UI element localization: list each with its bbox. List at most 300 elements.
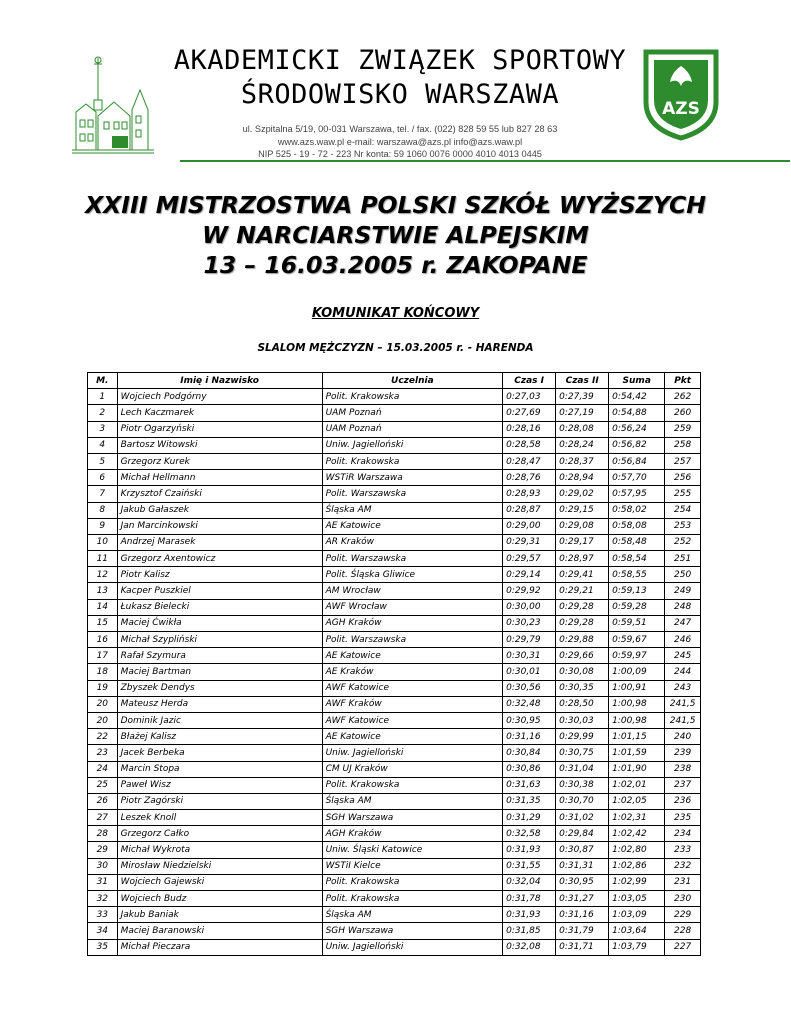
- cell-university: Śląska AM: [322, 502, 503, 518]
- cell-name: Leszek Knoll: [117, 810, 322, 826]
- header-time-2: Czas II: [556, 373, 609, 389]
- cell-name: Lech Kaczmarek: [117, 405, 322, 421]
- cell-name: Grzegorz Kurek: [117, 453, 322, 469]
- results-header-row: [88, 373, 701, 389]
- cell-place: 9: [88, 518, 118, 534]
- cell-place: 28: [88, 826, 118, 842]
- cell-points: 231: [665, 874, 701, 890]
- cell-total: 1:02,80: [609, 842, 665, 858]
- cell-total: 0:58,02: [609, 502, 665, 518]
- header-total: Suma: [609, 373, 665, 389]
- cell-points: 260: [665, 405, 701, 421]
- cell-points: 240: [665, 729, 701, 745]
- cell-total: 1:02,86: [609, 858, 665, 874]
- cell-place: 1: [88, 389, 118, 405]
- cell-university: Polit. Warszawska: [322, 632, 503, 648]
- table-row: [88, 632, 701, 648]
- cell-name: Paweł Wisz: [117, 777, 322, 793]
- cell-time-1: 0:29,92: [503, 583, 556, 599]
- cell-time-1: 0:32,58: [503, 826, 556, 842]
- cell-name: Wojciech Gajewski: [117, 874, 322, 890]
- cell-points: 252: [665, 534, 701, 550]
- cell-place: 8: [88, 502, 118, 518]
- cell-place: 14: [88, 599, 118, 615]
- cell-university: Polit. Krakowska: [322, 777, 503, 793]
- table-row: [88, 696, 701, 712]
- table-row: [88, 534, 701, 550]
- cell-name: Michał Wykrota: [117, 842, 322, 858]
- cell-time-1: 0:29,00: [503, 518, 556, 534]
- table-row: [88, 470, 701, 486]
- cell-points: 234: [665, 826, 701, 842]
- cell-points: 256: [665, 470, 701, 486]
- table-row: [88, 891, 701, 907]
- cell-university: UAM Poznań: [322, 405, 503, 421]
- cell-points: 248: [665, 599, 701, 615]
- cell-points: 232: [665, 858, 701, 874]
- cell-name: Jakub Baniak: [117, 907, 322, 923]
- cell-name: Kacper Puszkiel: [117, 583, 322, 599]
- cell-points: 244: [665, 664, 701, 680]
- cell-name: Jan Marcinkowski: [117, 518, 322, 534]
- event-title-line1: XXIII MISTRZOSTWA POLSKI SZKÓŁ WYŻSZYCH: [85, 191, 706, 219]
- cell-place: 15: [88, 615, 118, 631]
- cell-time-1: 0:31,93: [503, 907, 556, 923]
- cell-name: Maciej Baranowski: [117, 923, 322, 939]
- cell-total: 1:02,01: [609, 777, 665, 793]
- cell-name: Maciej Bartman: [117, 664, 322, 680]
- azs-emblem-text: AZS: [662, 99, 700, 119]
- cell-time-2: 0:29,21: [556, 583, 609, 599]
- cell-place: 33: [88, 907, 118, 923]
- table-row: [88, 874, 701, 890]
- table-row: [88, 907, 701, 923]
- cell-total: 1:02,99: [609, 874, 665, 890]
- cell-time-1: 0:31,16: [503, 729, 556, 745]
- table-row: [88, 599, 701, 615]
- org-nip-account: NIP 525 - 19 - 72 - 223 Nr konta: 59 1060 0076 0000 4010 4013 0445: [258, 149, 542, 159]
- cell-total: 0:54,88: [609, 405, 665, 421]
- cell-university: WSTiI Kielce: [322, 858, 503, 874]
- cell-name: Piotr Zagórski: [117, 793, 322, 809]
- cell-name: Zbyszek Dendys: [117, 680, 322, 696]
- cell-university: AWF Katowice: [322, 680, 503, 696]
- cell-place: 12: [88, 567, 118, 583]
- cell-total: 0:56,84: [609, 453, 665, 469]
- cell-total: 0:58,55: [609, 567, 665, 583]
- cell-time-2: 0:31,04: [556, 761, 609, 777]
- cell-time-2: 0:29,15: [556, 502, 609, 518]
- cell-total: 1:02,05: [609, 793, 665, 809]
- cell-place: 34: [88, 923, 118, 939]
- cell-points: 239: [665, 745, 701, 761]
- cell-name: Andrzej Marasek: [117, 534, 322, 550]
- cell-time-1: 0:29,57: [503, 551, 556, 567]
- table-row: [88, 437, 701, 453]
- cell-total: 1:01,59: [609, 745, 665, 761]
- cell-points: 230: [665, 891, 701, 907]
- cell-time-2: 0:29,88: [556, 632, 609, 648]
- cell-total: 0:57,95: [609, 486, 665, 502]
- cell-points: 258: [665, 437, 701, 453]
- cell-time-1: 0:29,79: [503, 632, 556, 648]
- cell-points: 236: [665, 793, 701, 809]
- cell-time-1: 0:31,63: [503, 777, 556, 793]
- cell-total: 1:03,05: [609, 891, 665, 907]
- cell-total: 0:59,67: [609, 632, 665, 648]
- table-row: [88, 826, 701, 842]
- cell-university: SGH Warszawa: [322, 923, 503, 939]
- cell-points: 255: [665, 486, 701, 502]
- cell-time-1: 0:28,47: [503, 453, 556, 469]
- cell-time-2: 0:28,24: [556, 437, 609, 453]
- cell-time-2: 0:29,66: [556, 648, 609, 664]
- cell-time-1: 0:30,86: [503, 761, 556, 777]
- cell-time-1: 0:30,23: [503, 615, 556, 631]
- table-row: [88, 486, 701, 502]
- cell-points: 257: [665, 453, 701, 469]
- cell-place: 35: [88, 939, 118, 955]
- cell-points: 247: [665, 615, 701, 631]
- cell-place: 32: [88, 891, 118, 907]
- cell-time-2: 0:27,19: [556, 405, 609, 421]
- table-row: [88, 648, 701, 664]
- cell-total: 1:00,98: [609, 696, 665, 712]
- table-row: [88, 405, 701, 421]
- cell-total: 1:02,42: [609, 826, 665, 842]
- cell-name: Piotr Ogarzyński: [117, 421, 322, 437]
- cell-points: 238: [665, 761, 701, 777]
- cell-total: 1:03,64: [609, 923, 665, 939]
- table-row: [88, 453, 701, 469]
- cell-points: 229: [665, 907, 701, 923]
- cell-name: Mateusz Herda: [117, 696, 322, 712]
- cell-total: 0:58,54: [609, 551, 665, 567]
- table-row: [88, 842, 701, 858]
- table-row: [88, 712, 701, 728]
- cell-points: 245: [665, 648, 701, 664]
- table-row: [88, 518, 701, 534]
- cell-university: AWF Katowice: [322, 712, 503, 728]
- table-row: [88, 664, 701, 680]
- cell-points: 241,5: [665, 712, 701, 728]
- cell-university: Polit. Warszawska: [322, 486, 503, 502]
- cell-place: 17: [88, 648, 118, 664]
- cell-name: Wojciech Podgórny: [117, 389, 322, 405]
- cell-time-1: 0:28,58: [503, 437, 556, 453]
- table-row: [88, 551, 701, 567]
- cell-time-2: 0:28,08: [556, 421, 609, 437]
- header-time-1: Czas I: [503, 373, 556, 389]
- table-row: [88, 389, 701, 405]
- cell-place: 31: [88, 874, 118, 890]
- cell-place: 7: [88, 486, 118, 502]
- cell-university: Śląska AM: [322, 793, 503, 809]
- cell-place: 3: [88, 421, 118, 437]
- cell-time-2: 0:28,94: [556, 470, 609, 486]
- table-row: [88, 729, 701, 745]
- cell-university: Uniw. Jagielloński: [322, 745, 503, 761]
- cell-points: 254: [665, 502, 701, 518]
- cell-time-2: 0:29,17: [556, 534, 609, 550]
- cell-total: 1:01,15: [609, 729, 665, 745]
- table-row: [88, 745, 701, 761]
- table-row: [88, 777, 701, 793]
- cell-time-1: 0:32,04: [503, 874, 556, 890]
- org-web-email: www.azs.waw.pl e-mail: warszawa@azs.pl info@azs.waw.pl: [277, 136, 523, 147]
- org-name-line2: ŚRODOWISKO WARSZAWA: [240, 79, 560, 110]
- cell-place: 29: [88, 842, 118, 858]
- cell-total: 0:56,24: [609, 421, 665, 437]
- table-row: [88, 761, 701, 777]
- cell-university: SGH Warszawa: [322, 810, 503, 826]
- cell-name: Krzysztof Czaiński: [117, 486, 322, 502]
- cell-total: 1:01,90: [609, 761, 665, 777]
- header-university: Uczelnia: [322, 373, 503, 389]
- event-title-line2: W NARCIARSTWIE ALPEJSKIM: [202, 221, 589, 249]
- cell-total: 0:59,51: [609, 615, 665, 631]
- cell-points: 227: [665, 939, 701, 955]
- cell-name: Jakub Gałaszek: [117, 502, 322, 518]
- cell-university: WSTiR Warszawa: [322, 470, 503, 486]
- results-body: [88, 389, 701, 956]
- cell-place: 16: [88, 632, 118, 648]
- cell-time-2: 0:30,38: [556, 777, 609, 793]
- header-name: Imię i Nazwisko: [117, 373, 322, 389]
- table-row: [88, 680, 701, 696]
- cell-name: Wojciech Budz: [117, 891, 322, 907]
- cell-time-1: 0:29,31: [503, 534, 556, 550]
- cell-time-1: 0:30,00: [503, 599, 556, 615]
- cell-points: 228: [665, 923, 701, 939]
- header-points: Pkt: [665, 373, 701, 389]
- cell-points: 253: [665, 518, 701, 534]
- cell-name: Bartosz Witowski: [117, 437, 322, 453]
- cell-name: Piotr Kalisz: [117, 567, 322, 583]
- cell-time-2: 0:28,50: [556, 696, 609, 712]
- cell-university: Uniw. Śląski Katowice: [322, 842, 503, 858]
- azs-emblem-logo: [640, 46, 722, 142]
- cell-time-1: 0:27,03: [503, 389, 556, 405]
- table-row: [88, 923, 701, 939]
- table-row: [88, 421, 701, 437]
- cell-time-2: 0:29,84: [556, 826, 609, 842]
- cell-place: 20: [88, 696, 118, 712]
- cell-university: AM Wrocław: [322, 583, 503, 599]
- cell-time-1: 0:30,01: [503, 664, 556, 680]
- cell-total: 0:59,13: [609, 583, 665, 599]
- cell-time-1: 0:28,93: [503, 486, 556, 502]
- table-row: [88, 939, 701, 955]
- cell-university: Śląska AM: [322, 907, 503, 923]
- cell-time-1: 0:31,85: [503, 923, 556, 939]
- table-row: [88, 793, 701, 809]
- cell-name: Michał Szypliński: [117, 632, 322, 648]
- cell-university: AE Katowice: [322, 518, 503, 534]
- cell-total: 0:57,70: [609, 470, 665, 486]
- cell-time-2: 0:29,28: [556, 615, 609, 631]
- cell-name: Błażej Kalisz: [117, 729, 322, 745]
- cell-time-2: 0:28,37: [556, 453, 609, 469]
- cell-points: 233: [665, 842, 701, 858]
- cell-time-1: 0:28,87: [503, 502, 556, 518]
- cell-total: 0:59,97: [609, 648, 665, 664]
- cell-time-2: 0:29,28: [556, 599, 609, 615]
- cell-name: Michał Pieczara: [117, 939, 322, 955]
- cell-university: AE Katowice: [322, 648, 503, 664]
- cell-points: 250: [665, 567, 701, 583]
- cell-total: 1:00,09: [609, 664, 665, 680]
- cell-time-2: 0:31,16: [556, 907, 609, 923]
- cell-university: Polit. Krakowska: [322, 874, 503, 890]
- header-divider: [180, 160, 790, 162]
- table-row: [88, 615, 701, 631]
- cell-university: UAM Poznań: [322, 421, 503, 437]
- cell-time-1: 0:29,14: [503, 567, 556, 583]
- cell-university: Polit. Krakowska: [322, 453, 503, 469]
- cell-name: Łukasz Bielecki: [117, 599, 322, 615]
- table-row: [88, 583, 701, 599]
- cell-place: 11: [88, 551, 118, 567]
- cell-name: Michał Hellmann: [117, 470, 322, 486]
- cell-university: AGH Kraków: [322, 826, 503, 842]
- cell-time-2: 0:31,31: [556, 858, 609, 874]
- event-title-line3: 13 – 16.03.2005 r. ZAKOPANE: [203, 251, 588, 279]
- cell-name: Grzegorz Axentowicz: [117, 551, 322, 567]
- cell-time-2: 0:30,95: [556, 874, 609, 890]
- warsaw-sketch-logo: [68, 50, 158, 158]
- cell-time-2: 0:30,08: [556, 664, 609, 680]
- cell-place: 24: [88, 761, 118, 777]
- cell-points: 235: [665, 810, 701, 826]
- cell-place: 19: [88, 680, 118, 696]
- cell-name: Jacek Berbeka: [117, 745, 322, 761]
- cell-time-1: 0:28,16: [503, 421, 556, 437]
- cell-time-2: 0:30,70: [556, 793, 609, 809]
- cell-time-1: 0:30,31: [503, 648, 556, 664]
- cell-place: 20: [88, 712, 118, 728]
- cell-place: 4: [88, 437, 118, 453]
- cell-total: 0:56,82: [609, 437, 665, 453]
- cell-name: Dominik Jazic: [117, 712, 322, 728]
- cell-university: Polit. Warszawska: [322, 551, 503, 567]
- cell-time-2: 0:29,99: [556, 729, 609, 745]
- cell-time-1: 0:31,29: [503, 810, 556, 826]
- cell-time-1: 0:27,69: [503, 405, 556, 421]
- cell-total: 1:00,98: [609, 712, 665, 728]
- org-name: [170, 44, 630, 112]
- cell-time-1: 0:32,08: [503, 939, 556, 955]
- cell-points: 259: [665, 421, 701, 437]
- cell-time-1: 0:31,55: [503, 858, 556, 874]
- org-name-line1: AKADEMICKI ZWIĄZEK SPORTOWY: [173, 45, 627, 76]
- cell-total: 1:03,79: [609, 939, 665, 955]
- cell-university: Polit. Krakowska: [322, 389, 503, 405]
- cell-place: 25: [88, 777, 118, 793]
- cell-time-1: 0:30,84: [503, 745, 556, 761]
- cell-name: Mirosław Niedzielski: [117, 858, 322, 874]
- cell-place: 10: [88, 534, 118, 550]
- cell-university: AWF Kraków: [322, 696, 503, 712]
- cell-points: 241,5: [665, 696, 701, 712]
- cell-name: Grzegorz Całko: [117, 826, 322, 842]
- cell-university: AE Katowice: [322, 729, 503, 745]
- cell-time-2: 0:30,35: [556, 680, 609, 696]
- cell-university: CM UJ Kraków: [322, 761, 503, 777]
- cell-name: Maciej Ćwikła: [117, 615, 322, 631]
- cell-place: 30: [88, 858, 118, 874]
- cell-place: 22: [88, 729, 118, 745]
- cell-time-2: 0:31,02: [556, 810, 609, 826]
- cell-time-2: 0:27,39: [556, 389, 609, 405]
- cell-university: AWF Wrocław: [322, 599, 503, 615]
- cell-time-2: 0:30,87: [556, 842, 609, 858]
- cell-place: 27: [88, 810, 118, 826]
- cell-time-2: 0:28,97: [556, 551, 609, 567]
- cell-time-1: 0:30,56: [503, 680, 556, 696]
- cell-points: 249: [665, 583, 701, 599]
- cell-time-2: 0:30,75: [556, 745, 609, 761]
- cell-place: 6: [88, 470, 118, 486]
- table-row: [88, 858, 701, 874]
- cell-total: 0:59,28: [609, 599, 665, 615]
- cell-time-2: 0:31,71: [556, 939, 609, 955]
- cell-time-2: 0:29,02: [556, 486, 609, 502]
- cell-name: Marcin Stopa: [117, 761, 322, 777]
- cell-place: 18: [88, 664, 118, 680]
- cell-total: 1:03,09: [609, 907, 665, 923]
- cell-points: 246: [665, 632, 701, 648]
- cell-points: 237: [665, 777, 701, 793]
- cell-total: 0:58,48: [609, 534, 665, 550]
- cell-place: 13: [88, 583, 118, 599]
- competition-subtitle: SLALOM MĘŻCZYZN – 15.03.2005 r. - HARENDA: [257, 342, 534, 354]
- cell-time-1: 0:31,35: [503, 793, 556, 809]
- header-place: M.: [88, 373, 118, 389]
- table-row: [88, 502, 701, 518]
- cell-time-2: 0:29,41: [556, 567, 609, 583]
- cell-time-1: 0:31,78: [503, 891, 556, 907]
- cell-total: 0:58,08: [609, 518, 665, 534]
- cell-time-2: 0:31,79: [556, 923, 609, 939]
- cell-points: 243: [665, 680, 701, 696]
- table-row: [88, 810, 701, 826]
- cell-total: 0:54,42: [609, 389, 665, 405]
- cell-time-2: 0:29,08: [556, 518, 609, 534]
- org-contact-info: [170, 123, 630, 161]
- cell-university: AGH Kraków: [322, 615, 503, 631]
- letterhead: [60, 40, 730, 165]
- cell-time-1: 0:31,93: [503, 842, 556, 858]
- cell-university: Uniw. Jagielloński: [322, 437, 503, 453]
- final-communique-heading: KOMUNIKAT KOŃCOWY: [311, 306, 480, 321]
- cell-time-1: 0:28,76: [503, 470, 556, 486]
- cell-university: AE Kraków: [322, 664, 503, 680]
- cell-university: Polit. Krakowska: [322, 891, 503, 907]
- cell-place: 26: [88, 793, 118, 809]
- cell-points: 251: [665, 551, 701, 567]
- event-title: [0, 190, 791, 280]
- cell-time-1: 0:32,48: [503, 696, 556, 712]
- org-address: ul. Szpitalna 5/19, 00-031 Warszawa, tel. / fax. (022) 828 59 55 lub 827 28 63: [242, 124, 558, 134]
- table-row: [88, 567, 701, 583]
- cell-place: 23: [88, 745, 118, 761]
- cell-place: 2: [88, 405, 118, 421]
- cell-points: 262: [665, 389, 701, 405]
- cell-university: Polit. Śląska Gliwice: [322, 567, 503, 583]
- cell-time-2: 0:30,03: [556, 712, 609, 728]
- cell-time-2: 0:31,27: [556, 891, 609, 907]
